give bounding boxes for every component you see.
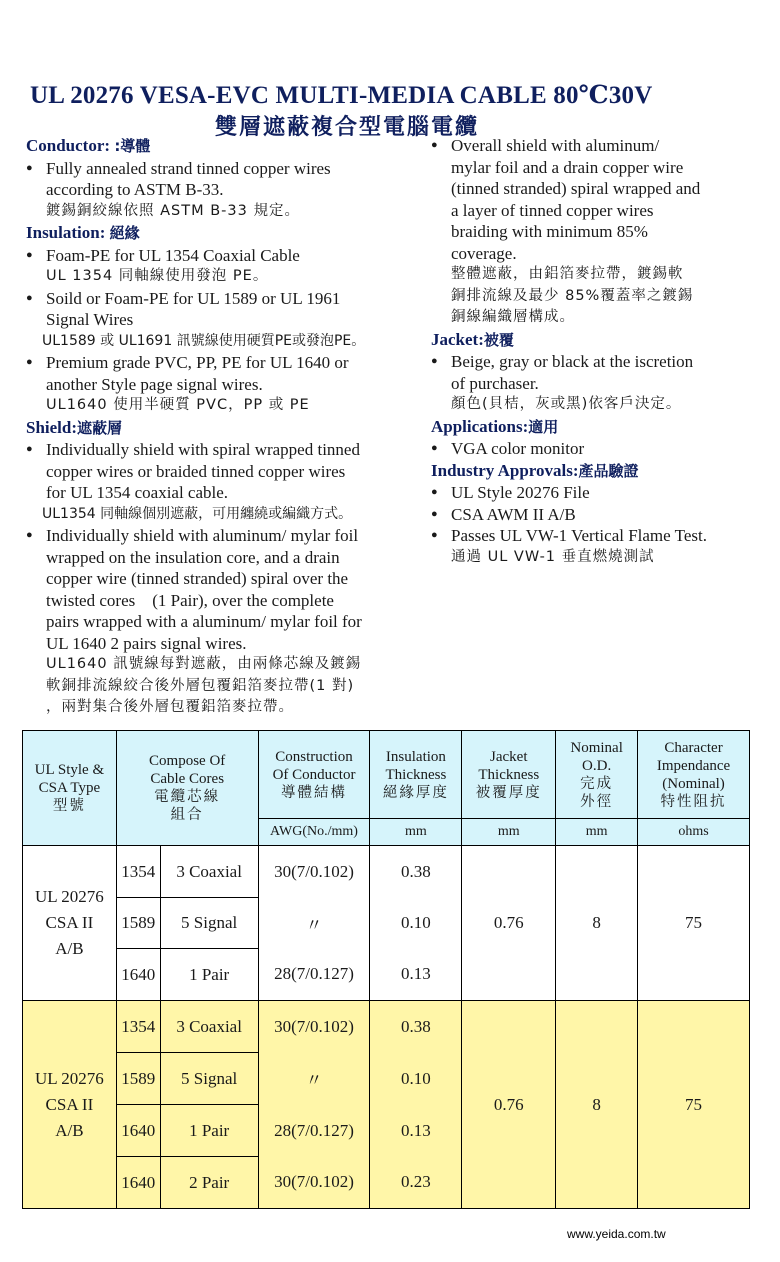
approvals-item: ● CSA AWM II A/B	[431, 504, 761, 526]
text-line: according to ASTM B-33.	[46, 180, 224, 199]
header-line: Impendance	[656, 757, 731, 774]
text-line: coverage.	[451, 243, 517, 263]
text-line: a layer of tinned copper wires	[451, 200, 654, 220]
header-insulation	[370, 731, 462, 819]
header-line: Construction	[275, 748, 353, 765]
jacket-cell: 0.76	[462, 846, 556, 1001]
approvals-item: ● Passes UL VW-1 Vertical Flame Test.	[431, 525, 761, 547]
header-line: 特性阻抗	[660, 793, 727, 810]
style-cell	[23, 846, 117, 1001]
insulation-item	[26, 352, 426, 395]
header-line: O.D.	[582, 757, 612, 774]
header-line: Cable Cores	[150, 771, 225, 787]
header-line: CSA Type	[38, 780, 101, 796]
conductor-heading	[26, 135, 426, 158]
header-line: Insulation	[385, 748, 446, 765]
approvals-heading-zh: 產品驗證	[578, 461, 639, 480]
zh-line: UL1354 同軸線個別遮蔽，可用纏繞或編織方式。	[42, 505, 353, 522]
text-line: ● Beige, gray or black at the iscretion	[451, 352, 694, 371]
impedance-cell: 75	[638, 1001, 750, 1209]
zh-line: UL1589 或 UL1691 訊號線使用硬質PE或發泡PE。	[42, 332, 366, 349]
style-line: UL 20276	[35, 887, 104, 906]
text-line: for UL 1354 coaxial cable.	[46, 483, 229, 502]
unit-jacket: mm	[462, 819, 556, 846]
applications-heading-en: Applications:	[431, 416, 529, 436]
insulation-cell: 0.38	[370, 1001, 462, 1053]
header-compose	[116, 731, 258, 846]
left-column	[26, 135, 426, 719]
header-line: 完成	[580, 775, 614, 792]
approvals-heading	[431, 460, 761, 483]
page-subtitle: 雙層遮蔽複合型電腦電纜	[215, 114, 480, 140]
zh-line: 銅線編織層構成。	[451, 309, 575, 325]
text-line: Signal Wires	[46, 310, 134, 329]
table-group-1	[23, 846, 750, 1001]
conductor-heading-zh: :導體	[114, 137, 151, 155]
style-line: A/B	[55, 1120, 84, 1140]
header-line: 外徑	[580, 793, 614, 810]
code-cell: 1354	[116, 1001, 160, 1053]
applications-heading-zh: 適用	[528, 417, 559, 436]
construction-cell: 28(7/0.127)	[258, 1105, 370, 1157]
header-line: Nominal	[570, 739, 623, 756]
insulation-cell: 0.10	[370, 1053, 462, 1105]
od-cell: 8	[556, 1001, 638, 1209]
zh-line: 通過 UL VW-1 垂直燃燒測試	[451, 548, 655, 565]
impedance-cell: 75	[638, 846, 750, 1001]
core-cell: 5 Signal	[160, 898, 258, 949]
unit-od: mm	[556, 819, 638, 846]
shield-heading-zh: 遮蔽層	[77, 418, 123, 437]
insulation-heading-zh: 絕緣	[109, 224, 140, 242]
insulation-cell: 0.13	[370, 1105, 462, 1157]
zh-line: 軟銅排流線絞合後外層包覆鋁箔麥拉帶(1 對)	[46, 677, 355, 694]
text-line: copper wire (tinned stranded) spiral over the	[46, 569, 349, 588]
site-url: www.yeida.com.tw	[567, 1227, 666, 1241]
text-line: mylar foil and a drain copper wire	[451, 157, 684, 177]
core-cell: 3 Coaxial	[160, 846, 258, 898]
unit-impedance: ohms	[638, 819, 750, 846]
text-line: ● Individually shield with aluminum/ mylar foil	[46, 526, 359, 545]
text-line: ● Fully annealed strand tinned copper wires	[46, 158, 331, 178]
approvals-heading-en: Industry Approvals:	[431, 460, 579, 480]
header-impedance	[638, 731, 750, 819]
text-line: ● Premium grade PVC, PP, PE for UL 1640 or	[46, 353, 349, 372]
header-line: 型號	[52, 798, 86, 814]
shield-item	[26, 525, 426, 654]
construction-cell: 〃	[258, 1053, 370, 1105]
zh-line: ，兩對集合後外層包覆鋁箔麥拉帶。	[46, 699, 294, 715]
header-style	[23, 731, 117, 846]
insulation-heading-en: Insulation:	[26, 223, 110, 242]
spec-table	[22, 730, 750, 1209]
style-line: UL 20276	[35, 1068, 104, 1088]
code-cell: 1354	[116, 846, 160, 898]
core-cell: 1 Pair	[160, 1105, 258, 1157]
zh-line: 銅排流線及最少 85%覆蓋率之鍍錫	[451, 287, 694, 304]
jacket-heading-en: Jacket:	[431, 329, 484, 349]
construction-cell: 30(7/0.102)	[258, 1157, 370, 1209]
text-line: twisted cores (1 Pair), over the complete	[46, 590, 334, 610]
text-line: braiding with minimum 85%	[451, 222, 648, 241]
table-row	[23, 1001, 750, 1053]
jacket-heading-zh: 被覆	[483, 330, 514, 349]
applications-item: ● VGA color monitor	[431, 438, 761, 460]
header-line: 絕緣厚度	[382, 784, 449, 801]
insulation-heading	[26, 222, 426, 245]
text-line: pairs wrapped with a aluminum/ mylar foil for	[46, 612, 362, 631]
zh-line: UL1640 使用半硬質 PVC，PP 或 PE	[46, 397, 310, 413]
od-cell: 8	[556, 846, 638, 1001]
core-cell: 3 Coaxial	[160, 1001, 258, 1053]
unit-insulation: mm	[370, 819, 462, 846]
text-line: ● Overall shield with aluminum/	[451, 136, 660, 155]
header-line: 被覆厚度	[475, 784, 542, 801]
header-line: Jacket	[490, 748, 528, 765]
overall-shield-item	[431, 135, 761, 264]
style-line: CSA II	[45, 913, 94, 932]
text-line: (tinned stranded) spiral wrapped and	[451, 179, 701, 198]
header-line: Thickness	[478, 766, 540, 783]
zh-line: 鍍錫銅絞線依照 ASTM B-33 規定。	[46, 202, 300, 219]
conductor-item	[26, 158, 426, 201]
jacket-item	[431, 351, 761, 394]
core-cell: 5 Signal	[160, 1053, 258, 1105]
construction-cell: 〃	[258, 898, 370, 949]
style-line: A/B	[55, 939, 84, 958]
construction-cell: 28(7/0.127)	[258, 949, 370, 1001]
header-line: 導體結構	[281, 784, 348, 801]
header-construction	[258, 731, 370, 819]
right-column	[431, 135, 761, 568]
core-cell: 2 Pair	[160, 1157, 258, 1209]
text-line: another Style page signal wires.	[46, 374, 263, 394]
header-od	[556, 731, 638, 819]
zh-line: 整體遮蔽，由鋁箔麥拉帶，鍍錫軟	[451, 266, 684, 282]
zh-line: UL 1354 同軸線使用發泡 PE。	[46, 268, 269, 284]
text-line: ● Soild or Foam-PE for UL 1589 or UL 1961	[46, 288, 341, 308]
core-cell: 1 Pair	[160, 949, 258, 1001]
code-cell: 1589	[116, 898, 160, 949]
table-row	[23, 846, 750, 898]
table-group-2	[23, 1001, 750, 1209]
code-cell: 1640	[116, 1157, 160, 1209]
header-jacket	[462, 731, 556, 819]
text-line: UL 1640 2 pairs signal wires.	[46, 633, 247, 653]
applications-heading	[431, 416, 761, 439]
zh-line: 顏色(貝桔，灰或黑)依客戶決定。	[451, 396, 682, 412]
unit-construction: AWG(No./mm)	[258, 819, 370, 846]
insulation-cell: 0.38	[370, 846, 462, 898]
construction-cell: 30(7/0.102)	[258, 846, 370, 898]
code-cell: 1640	[116, 1105, 160, 1157]
jacket-cell: 0.76	[462, 1001, 556, 1209]
text-line: ● Individually shield with spiral wrapped tinned	[46, 440, 360, 459]
text-line: copper wires or braided tinned copper wires	[46, 461, 346, 481]
text-line: wrapped on the insulation core, and a drain	[46, 547, 340, 567]
construction-cell: 30(7/0.102)	[258, 1001, 370, 1053]
code-cell: 1589	[116, 1053, 160, 1105]
header-line: UL Style &	[34, 762, 105, 778]
text-line: of purchaser.	[451, 373, 539, 393]
header-line: Thickness	[385, 766, 447, 783]
text-line: ● Foam-PE for UL 1354 Coaxial Cable	[46, 245, 300, 265]
header-line: Compose Of	[149, 753, 226, 769]
approvals-item: ● UL Style 20276 File	[431, 482, 761, 504]
zh-line: UL1640 訊號線每對遮蔽，由兩條芯線及鍍錫	[46, 656, 362, 672]
header-line: 電纜芯線	[154, 789, 221, 805]
style-cell	[23, 1001, 117, 1209]
insulation-cell: 0.10	[370, 898, 462, 949]
conductor-heading-en: Conductor:	[26, 136, 115, 155]
jacket-heading	[431, 329, 761, 352]
insulation-item	[26, 288, 426, 331]
header-line: (Nominal)	[662, 775, 725, 792]
header-line: 組合	[170, 807, 204, 823]
header-line: Character	[664, 739, 723, 756]
code-cell: 1640	[116, 949, 160, 1001]
shield-heading	[26, 417, 426, 440]
header-line: Of Conductor	[272, 766, 356, 783]
page-title: UL 20276 VESA-EVC MULTI-MEDIA CABLE 80℃30V	[30, 82, 653, 109]
shield-item	[26, 439, 426, 504]
insulation-cell: 0.13	[370, 949, 462, 1001]
shield-heading-en: Shield:	[26, 417, 78, 437]
insulation-item	[26, 245, 426, 267]
style-line: CSA II	[45, 1094, 94, 1114]
insulation-cell: 0.23	[370, 1157, 462, 1209]
